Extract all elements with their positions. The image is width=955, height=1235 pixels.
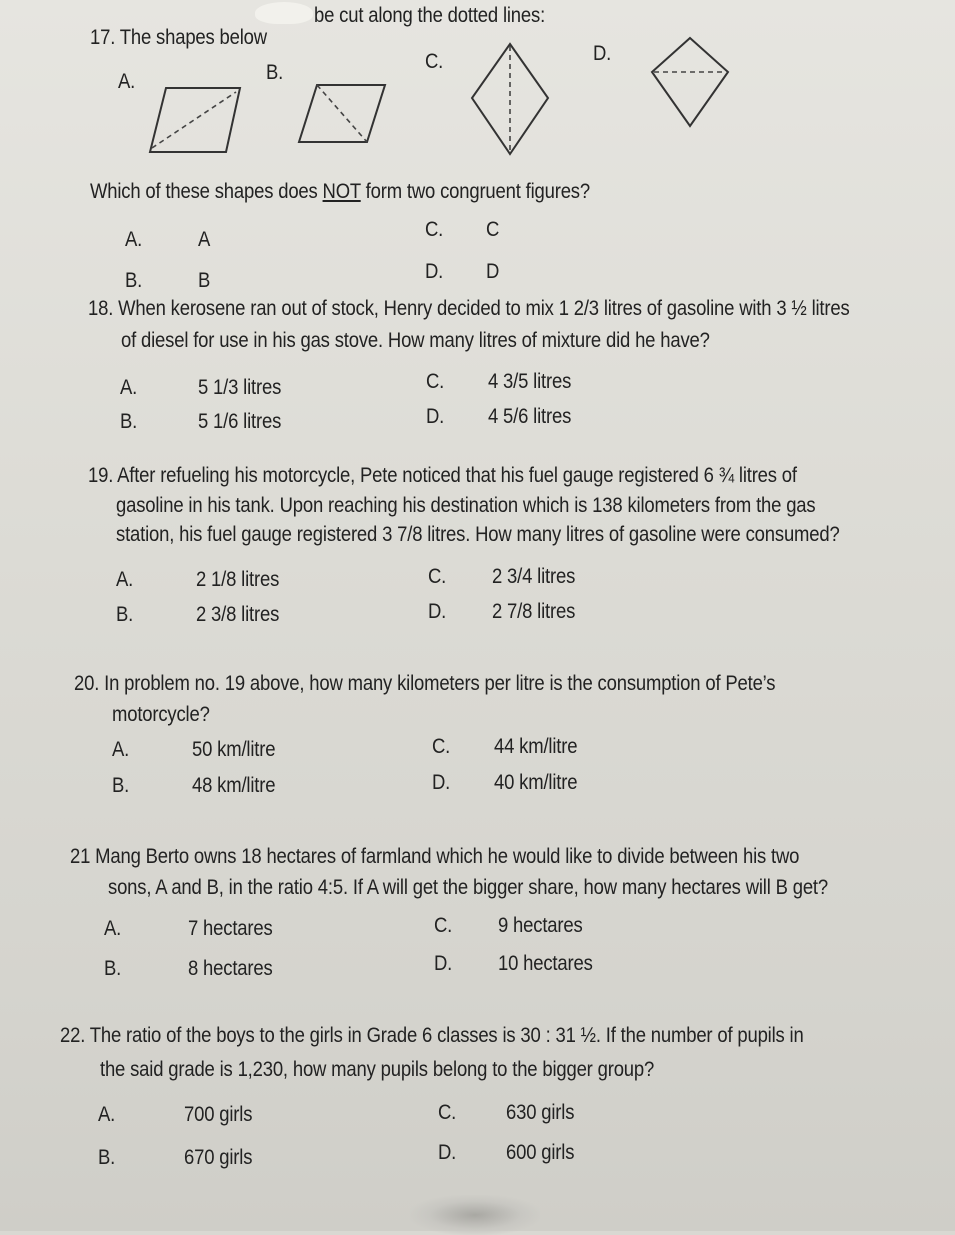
q17-question: Which of these shapes does NOT form two congruent figures? [90,180,590,203]
q20-option-d-text[interactable]: 40 km/litre [494,771,578,794]
q19-option-a-text[interactable]: 2 1/8 litres [196,568,280,591]
shape-b-parallelogram [295,80,395,160]
q19-option-a-letter[interactable]: A. [116,568,134,591]
q19-text-line1: 19. After refueling his motorcycle, Pete noticed that his fuel gauge registered 6 ¾ litres of [88,464,797,487]
q19-option-c-text[interactable]: 2 3/4 litres [492,565,576,588]
q18-text-line2: of diesel for use in his gas stove. How many litres of mixture did he have? [121,329,710,352]
q19-option-b-letter[interactable]: B. [116,603,134,626]
q21-option-c-letter[interactable]: C. [434,914,453,937]
q22-text-line1: 22. The ratio of the boys to the girls in Grade 6 classes is 30 : 31 ½. If the number of pupils in [60,1024,804,1047]
q17-stem-continued: be cut along the dotted lines: [314,4,546,27]
q18-text-line1: 18. When kerosene ran out of stock, Henry decided to mix 1 2/3 litres of gasoline with 3 ½ litres [88,297,850,320]
q22-option-b-text[interactable]: 670 girls [184,1146,253,1169]
q17-option-b-text[interactable]: B [198,269,211,292]
q17-option-c-letter[interactable]: C. [425,218,444,241]
shape-c-rhombus [468,42,558,162]
shape-label-b: B. [266,61,284,84]
q22-option-d-text[interactable]: 600 girls [506,1141,575,1164]
q19-option-b-text[interactable]: 2 3/8 litres [196,603,280,626]
q20-option-a-letter[interactable]: A. [112,738,130,761]
q17-option-b-letter[interactable]: B. [125,269,143,292]
shape-label-c: C. [425,50,444,73]
q17-stem: 17. The shapes below [90,26,267,49]
q22-option-a-text[interactable]: 700 girls [184,1103,253,1126]
q18-option-b-letter[interactable]: B. [120,410,138,433]
q20-text-line2: motorcycle? [112,703,210,726]
q21-option-d-text[interactable]: 10 hectares [498,952,593,975]
q21-text-line1: 21 Mang Berto owns 18 hectares of farmland which he would like to divide between his two [70,845,800,868]
q18-option-d-letter[interactable]: D. [426,405,445,428]
q18-option-b-text[interactable]: 5 1/6 litres [198,410,282,433]
q22-text-line2: the said grade is 1,230, how many pupils belong to the bigger group? [100,1058,655,1081]
q22-option-c-letter[interactable]: C. [438,1101,457,1124]
q20-option-d-letter[interactable]: D. [432,771,451,794]
q19-text-line3: station, his fuel gauge registered 3 7/8 litres. How many litres of gasoline were consumed? [116,523,840,546]
q18-option-c-text[interactable]: 4 3/5 litres [488,370,572,393]
q20-option-b-letter[interactable]: B. [112,774,130,797]
q21-option-c-text[interactable]: 9 hectares [498,914,583,937]
q20-text-line1: 20. In problem no. 19 above, how many kilometers per litre is the consumption of Pete’s [74,672,776,695]
q20-option-c-letter[interactable]: C. [432,735,451,758]
q21-option-d-letter[interactable]: D. [434,952,453,975]
q20-option-a-text[interactable]: 50 km/litre [192,738,276,761]
shape-label-d: D. [593,42,612,65]
q19-option-c-letter[interactable]: C. [428,565,447,588]
q17-option-d-text[interactable]: D [486,260,500,283]
q20-option-c-text[interactable]: 44 km/litre [494,735,578,758]
q21-option-a-text[interactable]: 7 hectares [188,917,273,940]
q19-option-d-text[interactable]: 2 7/8 litres [492,600,576,623]
q22-option-d-letter[interactable]: D. [438,1141,457,1164]
q17-option-d-letter[interactable]: D. [425,260,444,283]
q18-option-a-letter[interactable]: A. [120,376,138,399]
q17-option-c-text[interactable]: C [486,218,500,241]
q21-option-a-letter[interactable]: A. [104,917,122,940]
torn-paper-spot [255,2,313,24]
shape-label-a: A. [118,70,136,93]
q22-option-c-text[interactable]: 630 girls [506,1101,575,1124]
shape-d-kite [648,36,738,136]
q21-option-b-text[interactable]: 8 hectares [188,957,273,980]
q18-option-d-text[interactable]: 4 5/6 litres [488,405,572,428]
q18-option-a-text[interactable]: 5 1/3 litres [198,376,282,399]
q22-option-b-letter[interactable]: B. [98,1146,116,1169]
q20-option-b-text[interactable]: 48 km/litre [192,774,276,797]
q22-option-a-letter[interactable]: A. [98,1103,116,1126]
shape-a-parallelogram [140,80,250,160]
q21-option-b-letter[interactable]: B. [104,957,122,980]
q17-option-a-text[interactable]: A [198,228,211,251]
q19-option-d-letter[interactable]: D. [428,600,447,623]
q18-option-c-letter[interactable]: C. [426,370,445,393]
q21-text-line2: sons, A and B, in the ratio 4:5. If A will get the bigger share, how many hectares will B get? [108,876,829,899]
page-smudge [410,1195,540,1235]
q19-text-line2: gasoline in his tank. Upon reaching his destination which is 138 kilometers from the gas [116,494,816,517]
q17-option-a-letter[interactable]: A. [125,228,143,251]
